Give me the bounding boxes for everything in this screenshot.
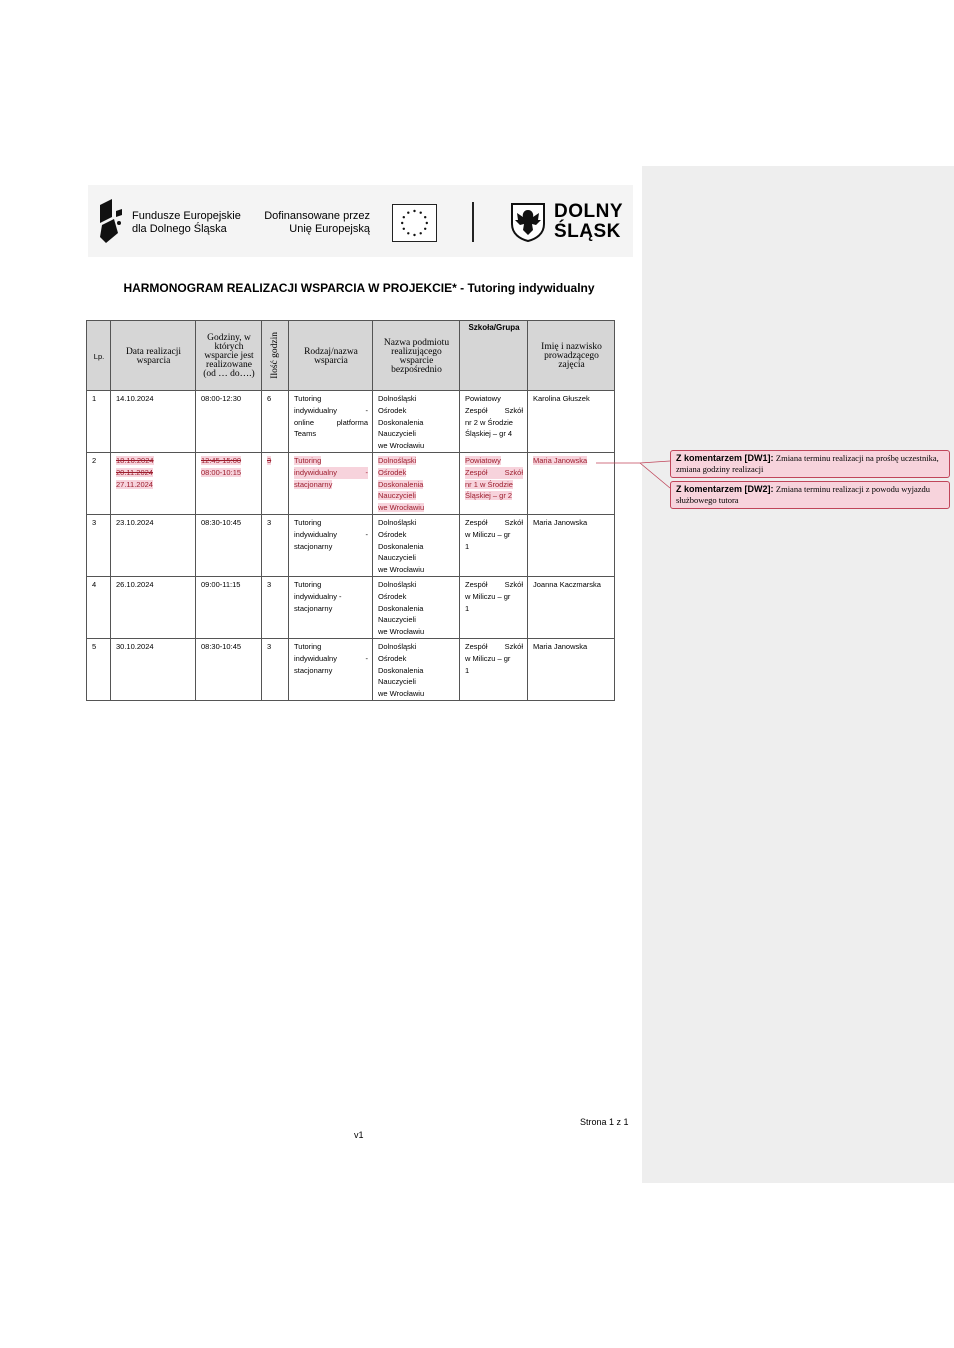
dolny-slask-wordmark [554, 202, 623, 242]
entity-line: we Wrocławiu [378, 689, 425, 699]
school-line: w Miliczu – gr [465, 653, 511, 663]
deleted-date: 20.11.2024 [116, 467, 153, 477]
cell-lp: 2 [87, 452, 111, 514]
entity-line: we Wrocławiu [378, 627, 425, 637]
type-line: Tutoring [294, 641, 322, 651]
leader-name: Maria Janowska [533, 455, 588, 465]
cell-lp: 5 [87, 638, 111, 700]
dof-text [264, 210, 370, 236]
school-line: nr 2 w Środzie [465, 417, 513, 427]
cell-school [460, 576, 528, 638]
table-row [87, 452, 615, 514]
cell-entity [373, 638, 460, 700]
cell-school [460, 638, 528, 700]
entity-line: Nauczycieli [378, 429, 416, 439]
cell-entity [373, 514, 460, 576]
school-line: Śląskiej – gr 4 [465, 429, 513, 439]
entity-line: Doskonalenia [378, 665, 424, 675]
fe-line2: dla Dolnego Śląska [132, 223, 227, 235]
cell-lp: 4 [87, 576, 111, 638]
type-line: Teams [294, 429, 317, 439]
eu-flag-icon [392, 204, 437, 242]
entity-line: we Wrocławiu [378, 503, 425, 513]
entity-line: we Wrocławiu [378, 441, 425, 451]
school-line: 1 [465, 541, 470, 551]
cell-school [460, 452, 528, 514]
school-line: w Miliczu – gr [465, 591, 511, 601]
table-header-row [87, 321, 615, 391]
school-line: Zespół Szkół [465, 641, 523, 651]
table-row [87, 391, 615, 453]
entity-line: Doskonalenia [378, 417, 424, 427]
schedule-table [86, 320, 615, 701]
comment-text: Zmiana terminu realizacji z powodu wyjazdu służbowego tutora [676, 484, 931, 505]
comment-dw1[interactable] [670, 450, 950, 478]
entity-line: Ośrodek [378, 529, 407, 539]
entity-line: Dolnośląski [378, 394, 417, 403]
cell-date: 26.10.2024 [111, 576, 196, 638]
comment-text: Zmiana terminu realizacji na prośbę uczestnika, zmiana godziny realizacji [676, 453, 939, 474]
entity-line: Ośrodek [378, 653, 407, 663]
header-type: Rodzaj/nazwa wsparcia [289, 321, 373, 391]
school-line: 1 [465, 665, 470, 675]
school-line: 1 [465, 603, 470, 613]
fe-line1: Fundusze Europejskie [132, 210, 241, 222]
type-line: indywidualny - [294, 529, 368, 539]
version-label: v1 [354, 1130, 364, 1140]
header-count [262, 321, 289, 391]
inserted-hours: 08:00-10:15 [201, 467, 242, 477]
school-line: Zespół Szkół [465, 517, 523, 527]
type-line: indywidualny - [294, 405, 368, 415]
deleted-date: 18.10.2024 [116, 455, 154, 465]
comments-pane [642, 166, 954, 1183]
entity-line: Ośrodek [378, 467, 407, 477]
cell-lp: 3 [87, 514, 111, 576]
school-line: Zespół Szkół [465, 405, 523, 415]
entity-line: Doskonalenia [378, 479, 424, 489]
ds-line2: ŚLĄSK [554, 221, 621, 242]
cell-date [111, 452, 196, 514]
school-line: Śląskiej – gr 2 [465, 491, 513, 501]
entity-line: Dolnośląski [378, 517, 417, 527]
dolny-slask-eagle-icon [510, 202, 546, 242]
entity-line: Dolnośląski [378, 579, 417, 589]
cell-type [289, 638, 373, 700]
type-line: Tutoring [294, 517, 322, 527]
logo-divider [472, 202, 474, 242]
cell-hours: 09:00-11:15 [196, 576, 262, 638]
cell-type [289, 452, 373, 514]
entity-line: Dolnośląski [378, 641, 417, 651]
cell-entity [373, 452, 460, 514]
cell-leader: Maria Janowska [528, 514, 615, 576]
type-line: stacjonarny [294, 603, 333, 613]
entity-line: Doskonalenia [378, 603, 424, 613]
inserted-date: 27.11.2024 [116, 479, 153, 489]
header-lp: Lp. [87, 321, 111, 391]
cell-hours: 08:30-10:45 [196, 514, 262, 576]
page-number: Strona 1 z 1 [580, 1117, 629, 1127]
cell-count: 3 [262, 514, 289, 576]
school-line: Zespół Szkół [465, 467, 523, 477]
cell-leader: Karolina Głuszek [528, 391, 615, 453]
type-line: Tutoring [294, 455, 322, 465]
type-line: indywidualny - [294, 653, 368, 663]
header-hours: Godziny, w których wsparcie jest realizowane (od … do….) [196, 321, 262, 391]
comment-label: Z komentarzem [DW2]: [676, 484, 774, 494]
header-count-label: Ilość godzin [270, 331, 280, 379]
cell-count: 6 [262, 391, 289, 453]
type-line: stacjonarny [294, 665, 333, 675]
entity-line: Nauczycieli [378, 553, 416, 563]
cell-lp: 1 [87, 391, 111, 453]
cell-leader: Maria Janowska [528, 638, 615, 700]
header-entity: Nazwa podmiotu realizującego wsparcie bezpośrednio [373, 321, 460, 391]
cell-date: 14.10.2024 [111, 391, 196, 453]
entity-line: we Wrocławiu [378, 565, 425, 575]
header-school: Szkoła/Grupa [460, 321, 528, 391]
table-row [87, 576, 615, 638]
cell-count: 3 [262, 638, 289, 700]
type-line: stacjonarny [294, 479, 333, 489]
comment-dw2[interactable] [670, 481, 950, 509]
fe-logo-text [132, 210, 241, 236]
cell-leader: Joanna Kaczmarska [528, 576, 615, 638]
cell-count: 3 [262, 576, 289, 638]
type-line: indywidualny - [294, 467, 368, 477]
table-row [87, 514, 615, 576]
school-line: Zespół Szkół [465, 579, 523, 589]
type-line: Tutoring [294, 394, 322, 403]
logo-bar [88, 185, 633, 257]
entity-line: Ośrodek [378, 591, 407, 601]
entity-line: Dolnośląski [378, 455, 417, 465]
cell-school [460, 391, 528, 453]
type-line: Tutoring [294, 579, 322, 589]
cell-type [289, 391, 373, 453]
cell-hours [196, 452, 262, 514]
entity-line: Nauczycieli [378, 677, 416, 687]
school-line: Powiatowy [465, 455, 501, 465]
deleted-count: 3 [267, 455, 272, 465]
comment-label: Z komentarzem [DW1]: [676, 453, 774, 463]
cell-type [289, 514, 373, 576]
school-line: w Miliczu – gr [465, 529, 511, 539]
cell-type [289, 576, 373, 638]
type-line: stacjonarny [294, 541, 333, 551]
ds-line1: DOLNY [554, 201, 623, 222]
school-line: nr 1 w Środzie [465, 479, 513, 489]
type-line: indywidualny - [294, 591, 342, 601]
cell-entity [373, 576, 460, 638]
header-leader: Imię i nazwisko prowadzącego zajęcia [528, 321, 615, 391]
dof-line2: Unię Europejską [289, 223, 370, 235]
type-line: online platforma [294, 417, 368, 427]
entity-line: Nauczycieli [378, 491, 416, 501]
cell-date: 30.10.2024 [111, 638, 196, 700]
cell-count [262, 452, 289, 514]
school-line: Powiatowy [465, 394, 501, 403]
page-title: HARMONOGRAM REALIZACJI WSPARCIA W PROJEKCIE* - Tutoring indywidualny [123, 281, 595, 295]
dof-line1: Dofinansowane przez [264, 210, 370, 222]
header-date: Data realizacji wsparcia [111, 321, 196, 391]
cell-date: 23.10.2024 [111, 514, 196, 576]
comment-connector [596, 450, 676, 490]
cell-hours: 08:30-10:45 [196, 638, 262, 700]
deleted-hours: 12:45-15:00 [201, 455, 242, 465]
cell-hours: 08:00-12:30 [196, 391, 262, 453]
fundusze-europejskie-logo-icon [98, 197, 124, 245]
entity-line: Ośrodek [378, 405, 407, 415]
cell-school [460, 514, 528, 576]
entity-line: Nauczycieli [378, 615, 416, 625]
table-row [87, 638, 615, 700]
cell-entity [373, 391, 460, 453]
entity-line: Doskonalenia [378, 541, 424, 551]
